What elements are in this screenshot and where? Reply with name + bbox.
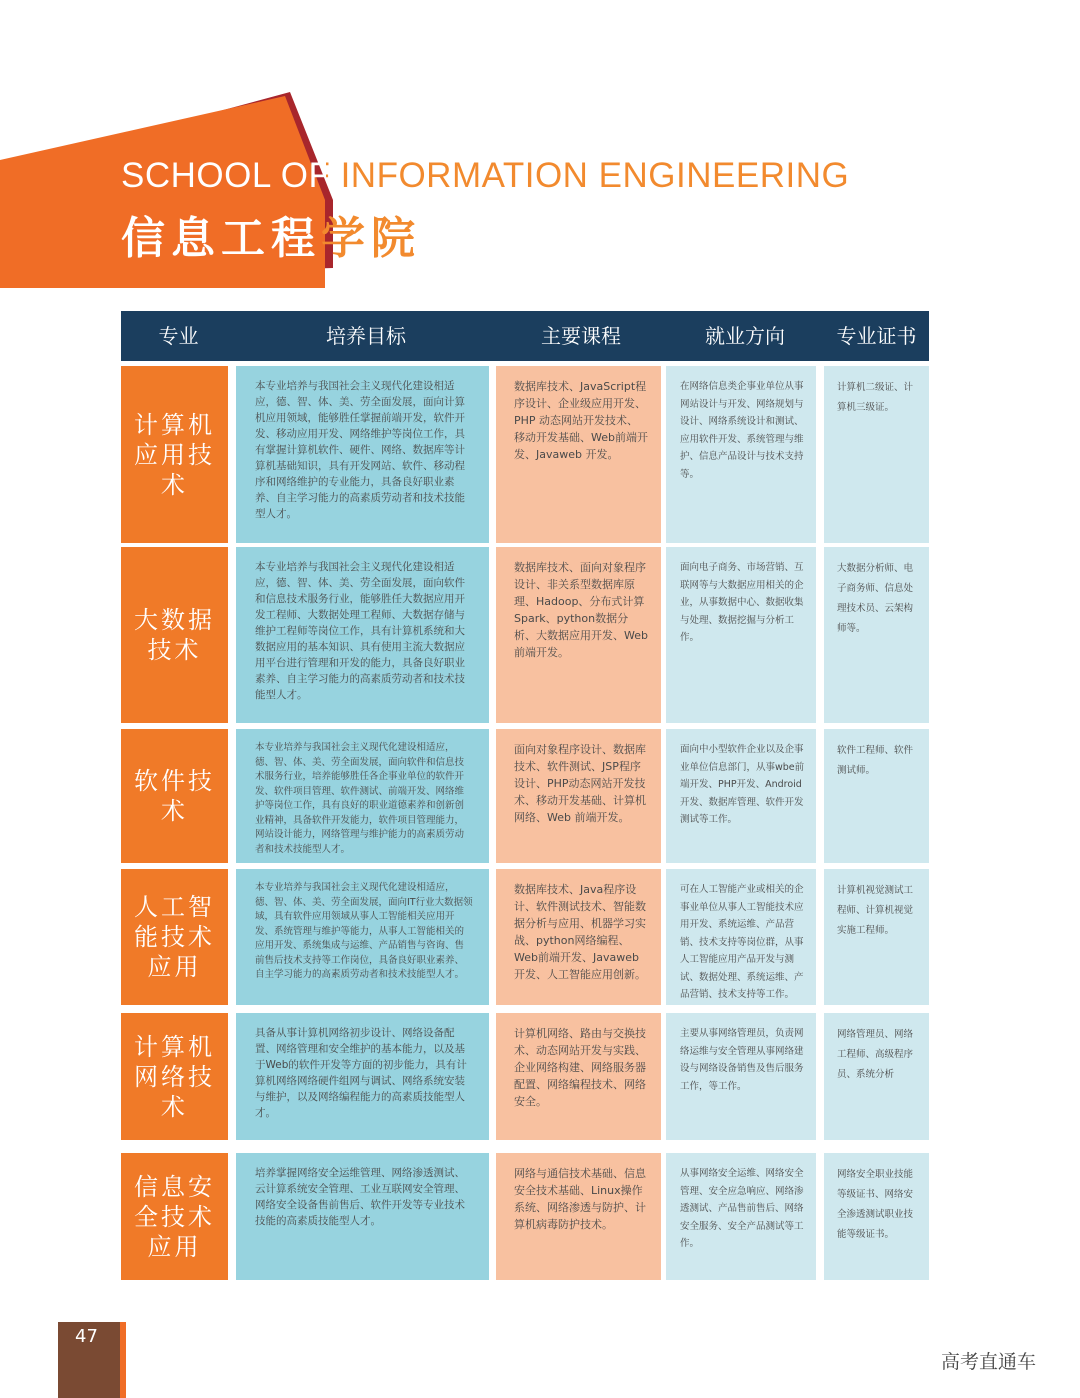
- column-header-certs: 专业证书: [836, 324, 917, 348]
- goal-text: 本专业培养与我国社会主义现代化建设相适应，德、智、体、美、劳全面发展，面向计算机应用领域，能够胜任掌握前端开发，软件开发、移动应用开发、网络维护等岗位工作，具有掌握计算机软件、硬件、网络、数据库等计算机基础知识，具有开发网站、软件、移动程序和网络维护的专业能力，具备良好职业素养、自主学习能力的高素质劳动者和技术技能型人才。: [255, 380, 465, 520]
- table-row: [121, 729, 929, 863]
- goal-cell: [236, 869, 489, 1005]
- page-number: 47: [75, 1326, 98, 1347]
- major-name: 计算机应用技术: [121, 366, 228, 543]
- jobs-text: 面向中小型软件企业以及企事业单位信息部门，从事wbe前端开发、PHP开发、Android开发、数据库管理、软件开发测试等工作。: [680, 744, 805, 825]
- jobs-cell: [666, 869, 816, 1005]
- courses-cell: [496, 729, 661, 863]
- certs-cell: [824, 869, 929, 1005]
- table-row: [121, 1013, 929, 1140]
- major-name: 大数据技术: [121, 547, 228, 723]
- certs-text: 网络安全职业技能等级证书、网络安全渗透测试职业技能等级证书。: [837, 1169, 914, 1240]
- jobs-text: 可在人工智能产业或相关的企事业单位从事人工智能技术应用开发、系统运维、产品营销、技术支持等岗位群，从事人工智能应用产品开发与测试、数据处理、系统运维、产品营销、技术支持等工作。: [680, 884, 804, 1000]
- certs-text: 网络管理员、网络工程师、高级程序员、系统分析: [837, 1029, 914, 1080]
- jobs-text: 在网络信息类企事业单位从事网站设计与开发、网络规划与设计、网络系统设计和测试、应用软件开发、系统管理与维护、信息产品设计与技术支持等。: [680, 381, 804, 480]
- certs-cell: [824, 1013, 929, 1140]
- courses-text: 数据库技术、面向对象程序设计、非关系型数据库原理、Hadoop、分布式计算 Spark、python数据分析、大数据应用开发、Web前端开发。: [514, 561, 648, 659]
- goal-cell: [236, 1013, 489, 1140]
- major-name: 软件技术: [121, 729, 228, 863]
- table-row: [121, 366, 929, 543]
- certs-cell: [824, 366, 929, 543]
- certs-cell: [824, 547, 929, 723]
- majors-table: [121, 311, 929, 1261]
- jobs-cell: [666, 1013, 816, 1140]
- jobs-text: 主要从事网络管理员，负责网络运维与安全管理从事网络建设与网络设备销售及售后服务工作，等工作。: [680, 1028, 804, 1092]
- table-row: [121, 547, 929, 723]
- certs-text: 软件工程师、软件测试师。: [837, 745, 914, 776]
- goal-cell: [236, 729, 489, 863]
- column-header-major: 专业: [158, 324, 199, 348]
- certs-text: 大数据分析师、电子商务师、信息处理技术员、云架构师等。: [837, 563, 914, 634]
- goal-cell: [236, 547, 489, 723]
- jobs-cell: [666, 729, 816, 863]
- column-header-courses: 主要课程: [541, 324, 621, 348]
- goal-text: 本专业培养与我国社会主义现代化建设相适应，德、智、体、美、劳全面发展，面向软件和信息技术服务行业，培养能够胜任各企事业单位的软件开发、软件项目管理、软件测试、前端开发、网络维护等岗位工作，具有良好的职业道德素养和创新创业精神，具备软件开发能力，软件项目管理能力，网站设计能力，网络管理与维护能力的高素质劳动者和技术技能型人才。: [255, 742, 465, 855]
- column-header-jobs: 就业方向: [705, 324, 785, 348]
- courses-cell: [496, 366, 661, 543]
- watermark-text: 高考直通车: [941, 1351, 1037, 1373]
- courses-text: 数据库技术、Java程序设计、软件测试技术、智能数据分析与应用、机器学习实战、python网络编程、Web前端开发、Javaweb开发、人工智能应用创新。: [514, 883, 646, 981]
- table-row: [121, 1153, 929, 1280]
- goal-text: 本专业培养与我国社会主义现代化建设相适应，德、智、体、美、劳全面发展，面向软件和信息技术服务行业，能够胜任大数据应用开发工程师、大数据处理工程师、大数据存储与维护工程师等岗位工作，具有计算机系统和大数据应用的基本知识、具有使用主流大数据应用平台进行管理和开发的能力，具备良好职业素养、自主学习能力的高素质劳动者和技术技能型人才。: [255, 561, 465, 701]
- goal-cell: [236, 366, 489, 543]
- courses-cell: [496, 1153, 661, 1280]
- jobs-text: 从事网络安全运维、网络安全管理、安全应急响应、网络渗透测试、产品售前售后、网络安全服务、安全产品测试等工作。: [680, 1168, 804, 1249]
- courses-cell: [496, 869, 661, 1005]
- courses-cell: [496, 1013, 661, 1140]
- school-title-en: SCHOOL OF INFORMATION ENGINEERING: [121, 156, 850, 195]
- courses-text: 面向对象程序设计、数据库技术、软件测试、JSP程序设计、PHP动态网站开发技术、移动开发基础、计算机网络、Web 前端开发。: [514, 743, 646, 824]
- major-name: 人工智能技术应用: [121, 869, 228, 1005]
- certs-cell: [824, 729, 929, 863]
- jobs-text: 面向电子商务、市场营销、互联网等与大数据应用相关的企业，从事数据中心、数据收集与处理、数据挖掘与分析工作。: [680, 562, 804, 643]
- courses-text: 网络与通信技术基础、信息安全技术基础、Linux操作系统、网络渗透与防护、计算机病毒防护技术。: [514, 1167, 646, 1231]
- goal-text: 培养掌握网络安全运维管理、网络渗透测试、云计算系统安全管理、工业互联网安全管理、网络安全设备售前售后、软件开发等专业技术技能的高素质技能型人才。: [255, 1167, 465, 1227]
- courses-text: 数据库技术、JavaScript程序设计、企业级应用开发、PHP 动态网站开发技术、移动开发基础、Web前端开发、Javaweb 开发。: [514, 380, 648, 461]
- jobs-cell: [666, 366, 816, 543]
- courses-cell: [496, 547, 661, 723]
- certs-text: 计算机视觉测试工程师、计算机视觉实施工程师。: [837, 885, 914, 936]
- certs-cell: [824, 1153, 929, 1280]
- major-name: 计算机网络技术: [121, 1013, 228, 1140]
- jobs-cell: [666, 547, 816, 723]
- column-header-goal: 培养目标: [326, 324, 406, 348]
- school-title-cn: 信息工程学院: [121, 202, 421, 266]
- goal-text: 本专业培养与我国社会主义现代化建设相适应，德、智、体、美、劳全面发展，面向IT行业大数据领域，具有软件应用领域从事人工智能相关应用开发、系统管理与维护等能力，从事人工智能相关的应用开发、系统集成与运维、产品销售与咨询、售前售后技术支持等工作岗位，具备良好职业素养、自主学习能力的高素质劳动者和技术技能型人才。: [255, 882, 473, 980]
- goal-cell: [236, 1153, 489, 1280]
- courses-text: 计算机网络、路由与交换技术、动态网站开发与实践、企业网络构建、网络服务器配置、网络编程技术、网络安全。: [514, 1027, 646, 1108]
- major-name: 信息安全技术应用: [121, 1153, 228, 1280]
- certs-text: 计算机二级证、计算机三级证。: [837, 382, 914, 413]
- table-header: [121, 311, 929, 361]
- goal-text: 具备从事计算机网络初步设计、网络设备配置、网络管理和安全维护的基本能力，以及基于Web的软件开发等方面的初步能力，具有计算机网络网络硬件组网与调试、网络系统安装与维护，以及网络编程能力的高素质技能型人才。: [255, 1027, 467, 1119]
- jobs-cell: [666, 1153, 816, 1280]
- table-row: [121, 869, 929, 1005]
